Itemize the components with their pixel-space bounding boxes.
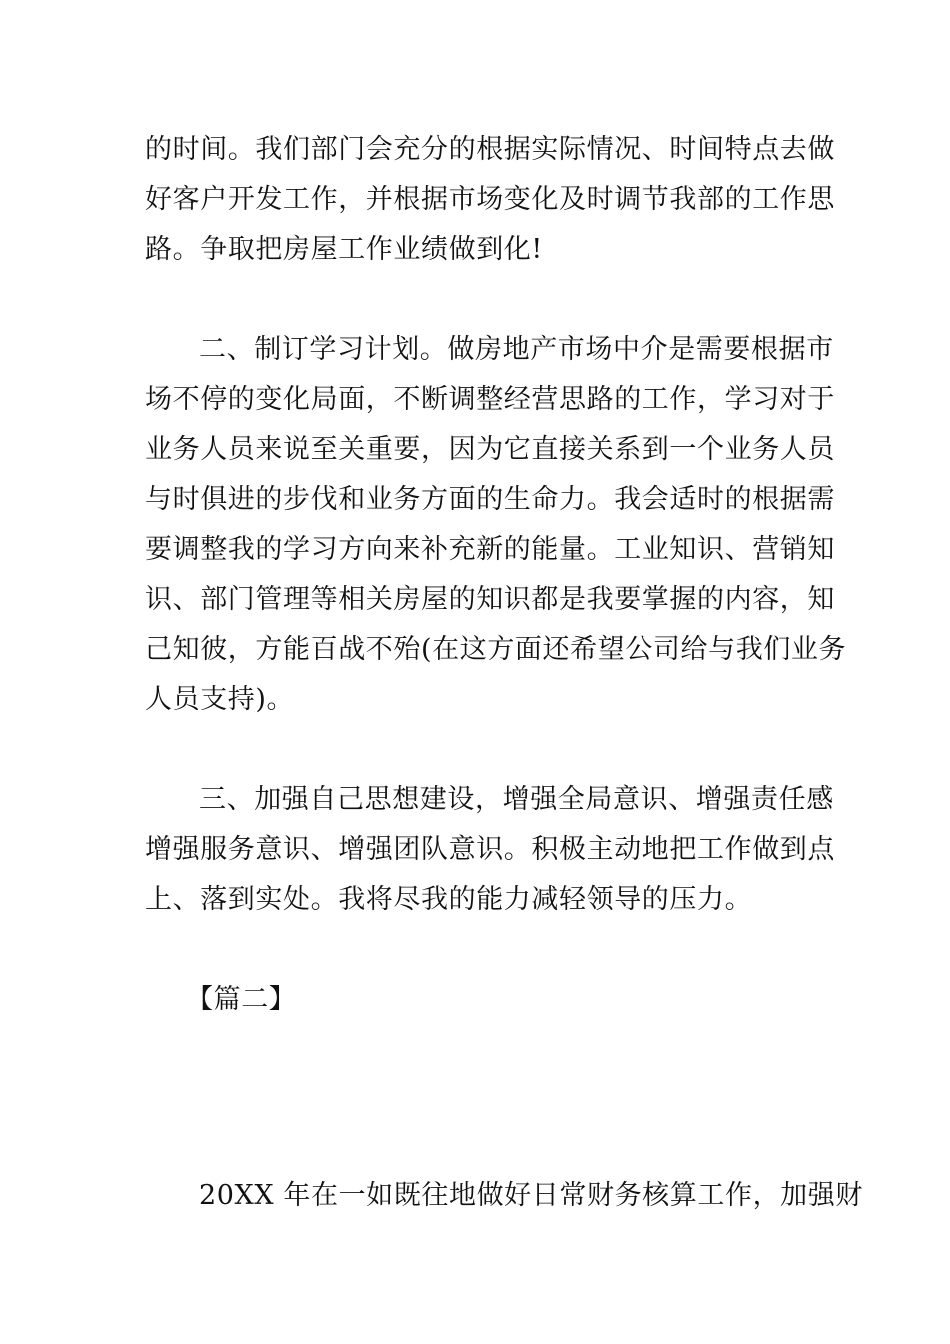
paragraph-line: 与时俱进的步伐和业务方面的生命力。我会适时的根据需 <box>145 484 835 515</box>
paragraph-line: 场不停的变化局面，不断调整经营思路的工作，学习对于 <box>145 384 835 415</box>
paragraph-line: 己知彼，方能百战不殆(在这方面还希望公司给与我们业务 <box>145 634 847 665</box>
paragraph-line: 要调整我的学习方向来补充新的能量。工业知识、营销知 <box>145 534 835 565</box>
paragraph-line: 人员支持)。 <box>145 684 295 715</box>
paragraph-line: 二、制订学习计划。做房地产市场中介是需要根据市 <box>199 334 834 365</box>
paragraph-line: 路。争取把房屋工作业绩做到化! <box>145 234 543 265</box>
paragraph-line: 识、部门管理等相关房屋的知识都是我要掌握的内容，知 <box>145 584 835 615</box>
paragraph-line: 20XX 年在一如既往地做好日常财务核算工作，加强财 <box>199 1180 863 1211</box>
paragraph-line: 业务人员来说至关重要，因为它直接关系到一个业务人员 <box>145 434 835 465</box>
paragraph-line: 增强服务意识、增强团队意识。积极主动地把工作做到点 <box>145 834 835 865</box>
section-heading: 【篇二】 <box>186 984 297 1015</box>
paragraph-line: 上、落到实处。我将尽我的能力减轻领导的压力。 <box>145 884 753 915</box>
paragraph-line: 三、加强自己思想建设，增强全局意识、增强责任感 <box>199 784 834 815</box>
paragraph-line: 好客户开发工作，并根据市场变化及时调节我部的工作思 <box>145 184 835 215</box>
paragraph-line: 的时间。我们部门会充分的根据实际情况、时间特点去做 <box>145 134 835 165</box>
